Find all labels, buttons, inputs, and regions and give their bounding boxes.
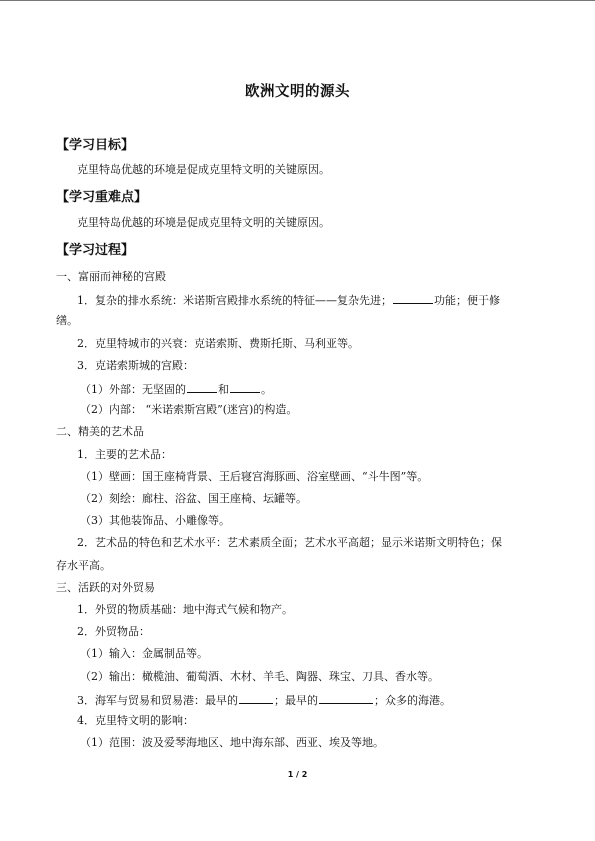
item-3-2-2: （2）输出：橄榄油、葡萄酒、木材、羊毛、陶器、珠宝、刀具、香水等。 — [80, 670, 439, 683]
item-3-2-1: （1）输入：金属制品等。 — [80, 647, 208, 660]
item-1-2: 2．克里特城市的兴衰：克诺索斯、费斯托斯、马利亚等。 — [77, 337, 359, 350]
item-2-2: 2．艺术品的特色和艺术水平：艺术素质全面；艺术水平高超；显示米诺斯文明特色；保 — [77, 536, 502, 549]
fill-blank[interactable] — [393, 292, 433, 304]
item-1-1-text-b: 功能；便于修 — [434, 294, 500, 307]
heading-learning-goals: 【学习目标】 — [56, 138, 135, 153]
item-3-1: 1．外贸的物质基础：地中海式气候和物产。 — [77, 603, 293, 616]
fill-blank[interactable] — [187, 381, 217, 393]
key-points-text: 克里特岛优越的环境是促成克里特文明的关键原因。 — [77, 216, 330, 229]
item-2-1-3: （3）其他装饰品、小雕像等。 — [80, 514, 230, 527]
item-1-3-1-text-b: 和 — [218, 383, 229, 396]
item-3-3 — [77, 692, 451, 708]
item-2-1-2: （2）刻绘：廊柱、浴盆、国王座椅、坛罐等。 — [80, 492, 307, 505]
section-3-heading: 三、活跃的对外贸易 — [56, 581, 155, 594]
page-number: 1 / 2 — [287, 770, 308, 779]
item-1-3: 3．克诺索斯城的宫殿： — [77, 359, 194, 372]
item-2-1: 1．主要的艺术品： — [77, 448, 172, 461]
fill-blank[interactable] — [319, 692, 373, 704]
document-title: 欧洲文明的源头 — [245, 84, 350, 100]
item-1-1-text-a: 1．复杂的排水系统：米诺斯宫殿排水系统的特征——复杂先进； — [77, 294, 392, 307]
item-3-3-text-b: ；最早的 — [274, 694, 318, 707]
fill-blank[interactable] — [230, 381, 260, 393]
item-1-3-2: （2）内部： “米诺索斯宫殿”(迷宫)的构造。 — [80, 403, 298, 416]
item-1-3-1-text-c: 。 — [261, 383, 272, 396]
item-1-1 — [77, 292, 500, 308]
item-3-2: 2．外贸物品： — [77, 625, 150, 638]
item-1-1-continued: 缮。 — [56, 314, 78, 327]
item-3-4: 4．克里特文明的影响： — [77, 714, 194, 727]
heading-learning-process: 【学习过程】 — [56, 243, 135, 258]
section-1-heading: 一、富丽而神秘的宫殿 — [56, 270, 166, 283]
item-3-3-text-a: 3．海军与贸易和贸易港：最早的 — [77, 694, 238, 707]
section-2-heading: 二、精美的艺术品 — [56, 425, 144, 438]
page-top-rule — [0, 0, 595, 1]
item-2-1-1: （1）壁画：国王座椅背景、王后寝宫海豚画、浴室壁画、“斗牛图”等。 — [80, 470, 429, 483]
item-1-3-1-text-a: （1）外部：无坚固的 — [80, 383, 186, 396]
fill-blank[interactable] — [239, 692, 273, 704]
heading-key-points: 【学习重难点】 — [56, 190, 148, 205]
item-3-3-text-c: ；众多的海港。 — [374, 694, 451, 707]
item-1-3-1 — [80, 381, 272, 397]
item-3-4-1: （1）范围：波及爱琴海地区、地中海东部、西亚、埃及等地。 — [80, 736, 384, 749]
goal-text: 克里特岛优越的环境是促成克里特文明的关键原因。 — [77, 163, 330, 176]
item-2-2-continued: 存水平高。 — [56, 559, 111, 572]
